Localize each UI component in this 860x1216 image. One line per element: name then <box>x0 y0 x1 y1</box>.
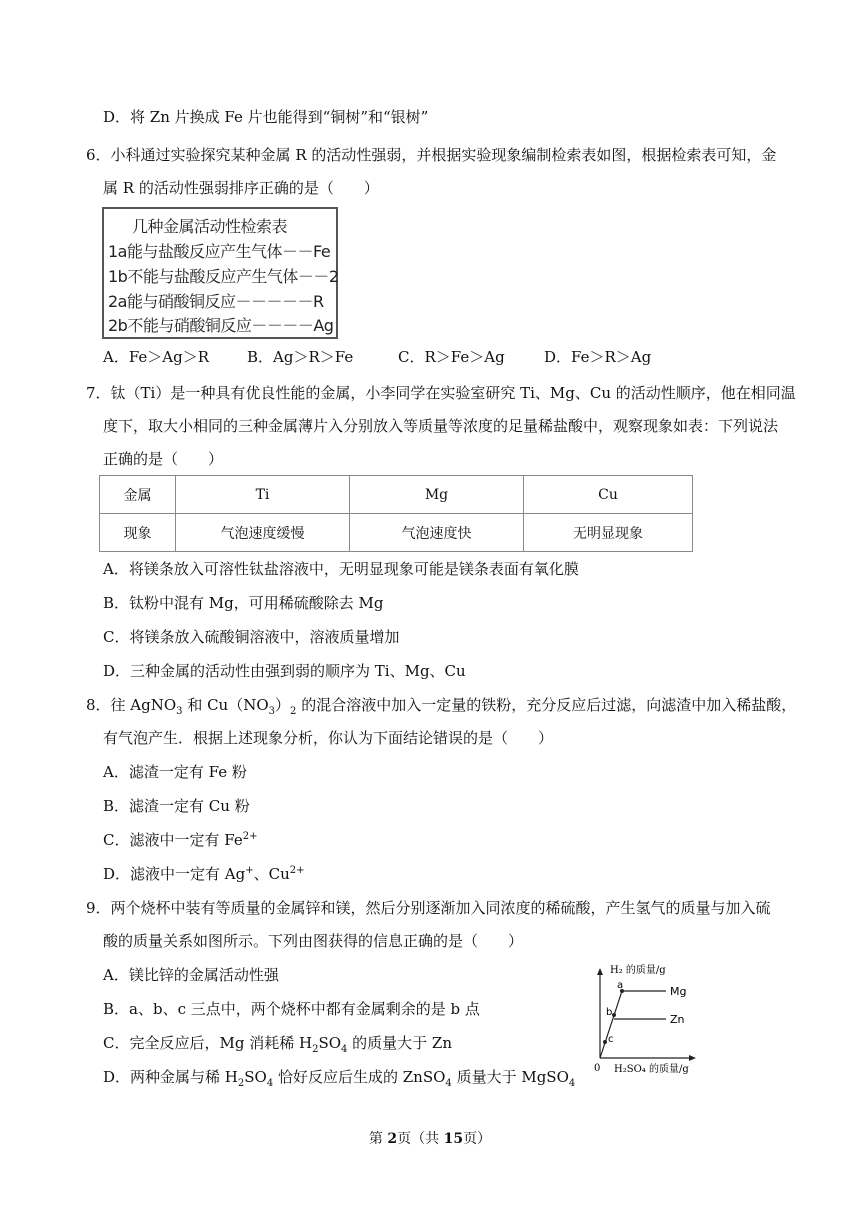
point-a-label: a <box>617 980 624 991</box>
q8-option-a: A．滤渣一定有 Fe 粉 <box>103 763 247 781</box>
x-axis-label: H₂SO₄ 的质量/g <box>614 1064 689 1075</box>
series-mg-label: Mg <box>670 985 687 998</box>
y-axis-label: H₂ 的质量/g <box>610 965 666 976</box>
q8-stem-part: ） <box>275 696 291 714</box>
superscript: + <box>245 865 254 876</box>
q9-stem-line1: 9．两个烧杯中装有等质量的金属锌和镁，然后分别逐渐加入同浓度的稀硫酸，产生氢气的质量与加入硫 <box>86 899 771 917</box>
table-cell-phenomenon: 现象 <box>100 514 176 552</box>
table-cell-ti: 气泡速度缓慢 <box>176 514 350 552</box>
q7-stem-line3: 正确的是（ ） <box>103 450 224 468</box>
option-text: 、Cu <box>253 865 290 883</box>
x-axis-arrow-icon <box>689 1055 696 1061</box>
footer-text: 第 <box>368 1131 388 1147</box>
option-text: C．完全反应后，Mg 消耗稀 H <box>103 1034 313 1052</box>
option-text: D．两种金属与稀 H <box>103 1068 238 1086</box>
q8-option-c <box>103 830 257 850</box>
point-c <box>603 1040 607 1044</box>
option-text: 恰好反应后生成的 ZnSO <box>273 1068 446 1086</box>
subscript: 3 <box>176 706 183 717</box>
q7-stem-line2: 度下，取大小相同的三种金属薄片入分别放入等质量等浓度的足量稀盐酸中，观察现象如表：下列说法 <box>103 417 779 435</box>
point-c-label: c <box>608 1034 614 1045</box>
subscript: 4 <box>568 1078 576 1089</box>
subscript: 2 <box>237 1078 245 1089</box>
page-number: 2 <box>387 1131 398 1147</box>
page-footer <box>0 1128 860 1148</box>
option-text: 质量大于 MgSO <box>451 1068 569 1086</box>
option-text: D．滤液中一定有 Ag <box>103 865 246 883</box>
q9-stem-line2: 酸的质量关系如图所示。下列由图获得的信息正确的是（ ） <box>103 932 524 950</box>
q6-option-d: D．Fe＞R＞Ag <box>544 348 652 366</box>
q5-option-d: D．将 Zn 片换成 Fe 片也能得到“铜树”和“银树” <box>103 108 429 126</box>
q6-option-b: B．Ag＞R＞Fe <box>247 348 354 366</box>
footer-text: 页（共 <box>397 1131 444 1147</box>
table-cell-cu: 无明显现象 <box>524 514 693 552</box>
retrieval-row-2b: 2b不能与硝酸铜反应－－－－Ag <box>108 316 334 335</box>
table-header-mg: Mg <box>350 476 524 514</box>
option-text: C．滤液中一定有 Fe <box>103 831 243 849</box>
q8-stem-part: 的混合溶液中加入一定量的铁粉，充分反应后过滤，向滤渣中加入稀盐酸， <box>296 696 797 714</box>
table-header-cu: Cu <box>524 476 693 514</box>
q6-stem-line1: 6．小科通过实验探究某种金属 R 的活动性强弱，并根据实验现象编制检索表如图，根据检索表可知，金 <box>86 146 777 164</box>
q8-stem-part: 8．往 AgNO <box>86 696 177 714</box>
option-text: SO <box>244 1068 267 1086</box>
table-cell-mg: 气泡速度快 <box>350 514 524 552</box>
q9-option-d <box>103 1067 575 1087</box>
superscript: 2+ <box>242 831 258 842</box>
table-row <box>100 476 693 514</box>
subscript: 4 <box>341 1044 348 1055</box>
superscript: 2+ <box>289 865 305 876</box>
q7-observation-table <box>99 475 693 552</box>
table-row <box>100 514 693 552</box>
q8-stem-line1 <box>86 695 796 715</box>
option-text: SO <box>318 1034 342 1052</box>
point-b <box>612 1013 616 1017</box>
retrieval-row-2a: 2a能与硝酸铜反应－－－－－R <box>108 292 324 311</box>
q6-stem-line2: 属 R 的活动性强弱排序正确的是（ ） <box>103 179 379 197</box>
retrieval-table-title: 几种金属活动性检索表 <box>132 217 288 236</box>
q6-option-a: A．Fe＞Ag＞R <box>103 348 210 366</box>
q6-option-c: C．R＞Fe＞Ag <box>398 348 505 366</box>
option-text: 的质量大于 Zn <box>347 1034 453 1052</box>
subscript: 4 <box>445 1078 452 1089</box>
q7-option-d: D．三种金属的活动性由强到弱的顺序为 Ti、Mg、Cu <box>103 662 466 680</box>
q8-option-d <box>103 864 305 884</box>
q6-retrieval-table-image <box>102 207 338 339</box>
origin-label: 0 <box>594 1063 601 1074</box>
q8-option-b: B．滤渣一定有 Cu 粉 <box>103 797 250 815</box>
table-header-metal: 金属 <box>100 476 176 514</box>
q9-hydrogen-graph <box>586 960 716 1075</box>
q7-option-c: C．将镁条放入硫酸铜溶液中，溶液质量增加 <box>103 628 400 646</box>
retrieval-row-1a: 1a能与盐酸反应产生气体－－Fe <box>108 242 331 261</box>
q8-stem-line2: 有气泡产生．根据上述现象分析，你认为下面结论错误的是（ ） <box>103 729 554 747</box>
subscript: 2 <box>312 1044 319 1055</box>
subscript: 2 <box>290 706 297 717</box>
q7-option-a: A．将镁条放入可溶性钛盐溶液中，无明显现象可能是镁条表面有氧化膜 <box>103 560 579 578</box>
q9-option-b: B．a、b、c 三点中，两个烧杯中都有金属剩余的是 b 点 <box>103 1000 480 1018</box>
table-header-ti: Ti <box>176 476 350 514</box>
q7-option-b: B．钛粉中混有 Mg，可用稀硫酸除去 Mg <box>103 594 384 612</box>
q9-option-c <box>103 1033 452 1053</box>
page-total: 15 <box>443 1131 464 1147</box>
y-axis-arrow-icon <box>597 968 603 975</box>
q9-option-a: A．镁比锌的金属活动性强 <box>103 966 279 984</box>
shared-rising-line <box>600 991 622 1058</box>
point-b-label: b <box>606 1007 613 1018</box>
q7-stem-line1: 7．钛（Ti）是一种具有优良性能的金属，小李同学在实验室研究 Ti、Mg、Cu 的活动性顺序，他在相同温 <box>86 384 796 402</box>
series-zn-label: Zn <box>670 1013 685 1026</box>
subscript: 3 <box>268 706 276 717</box>
footer-text: 页） <box>463 1131 492 1147</box>
subscript: 4 <box>266 1078 274 1089</box>
q8-stem-part: 和 Cu（NO <box>182 696 269 714</box>
retrieval-row-1b: 1b不能与盐酸反应产生气体－－2 <box>108 267 339 286</box>
